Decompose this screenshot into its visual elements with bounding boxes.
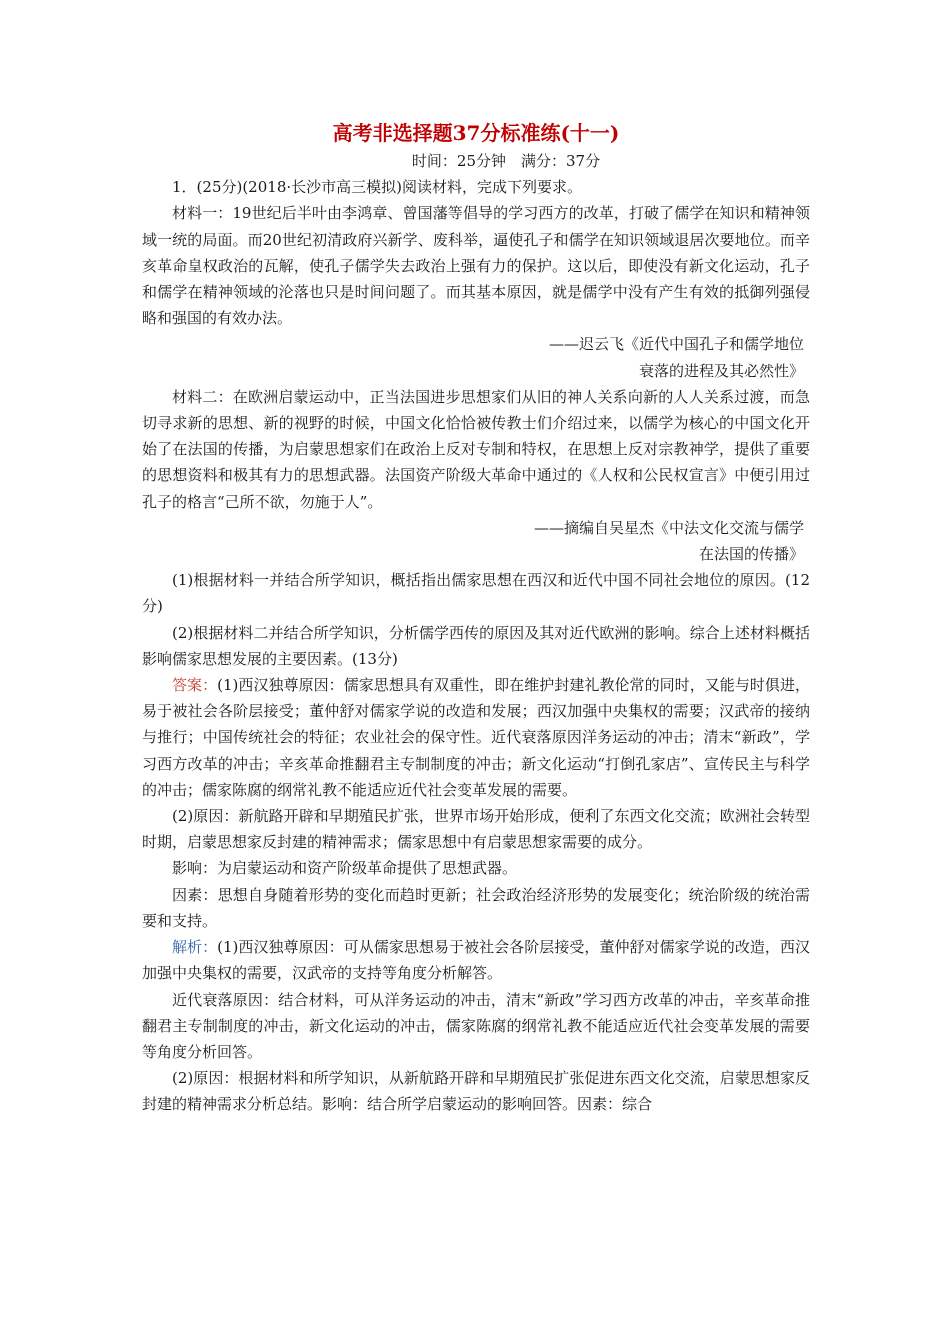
answer-2: (2)原因：新航路开辟和早期殖民扩张，世界市场开始形成，便利了东西文化交流；欧洲社会转型时期，启蒙思想家反封建的精神需求；儒家思想中有启蒙思想家需要的成分。 xyxy=(142,807,810,852)
analysis-label: 解析： xyxy=(172,938,218,957)
analysis-text: (1)西汉独尊原因：可从儒家思想易于被社会各阶层接受，董仲舒对儒家学说的改造，西汉加强中央集权的需要，汉武帝的支持等角度分析解答。 xyxy=(142,938,810,983)
source-line: ——摘编自吴星杰《中法文化交流与儒学 xyxy=(533,518,804,537)
sub-question-1: (1)根据材料一并结合所学知识，概括指出儒家思想在西汉和近代中国不同社会地位的原因。(12分) xyxy=(142,571,810,616)
document-page xyxy=(142,118,810,1118)
answer-4: 因素：思想自身随着形势的变化而趋时更新；社会政治经济形势的发展变化；统治阶级的统治需要和支持。 xyxy=(142,885,810,930)
answer-label: 答案： xyxy=(172,676,218,695)
material-1-source xyxy=(142,331,810,383)
answer-3: 影响：为启蒙运动和资产阶级革命提供了思想武器。 xyxy=(172,859,518,878)
answer-1 xyxy=(142,672,810,803)
time-score-line: 时间：25分钟 满分：37分 xyxy=(411,152,601,170)
material-2: 材料二：在欧洲启蒙运动中，正当法国进步思想家们从旧的神人关系向新的人人关系过渡，而急切寻求新的思想、新的视野的时候，中国文化恰恰被传教士们介绍过来，以儒学为核心的中国文化开始了在法国的传播，为启蒙思想家们在政治上反对专制和特权，在思想上反对宗教神学，提供了重要的思想资料和极其有力的思想武器。法国资产阶级大革命中通过的《人权和公民权宣言》中便引用过孔子的格言“己所不欲，勿施于人”。 xyxy=(142,387,810,511)
material-1: 材料一：19世纪后半叶由李鸿章、曾国藩等倡导的学习西方的改革，打破了儒学在知识和精神领域一统的局面。而20世纪初清政府兴新学、废科举，逼使孔子和儒学在知识领域退居次要地位。而辛亥革命皇权政治的瓦解，使孔子儒学失去政治上强有力的保护。这以后，即使没有新文化运动，孔子和儒学在精神领域的沦落也只是时间问题了。而其基本原因，就是儒学中没有产生有效的抵御列强侵略和强国的有效办法。 xyxy=(142,204,810,328)
material-2-source xyxy=(142,515,810,567)
analysis-2: 近代衰落原因：结合材料，可从洋务运动的冲击，清末“新政”学习西方改革的冲击，辛亥革命推翻君主专制制度的冲击，新文化运动的冲击，儒家陈腐的纲常礼教不能适应近代社会变革发展的需要等角度分析回答。 xyxy=(142,990,810,1061)
analysis-1 xyxy=(142,934,810,986)
sub-question-2: (2)根据材料二并结合所学知识，分析儒学西传的原因及其对近代欧洲的影响。综合上述材料概括影响儒家思想发展的主要因素。(13分) xyxy=(142,623,810,668)
source-line: ——迟云飞《近代中国孔子和儒学地位 xyxy=(548,335,804,354)
answer-text: (1)西汉独尊原因：儒家思想具有双重性，即在维护封建礼教伦常的同时，又能与时俱进，易于被社会各阶层接受；董仲舒对儒家学说的改造和发展；西汉加强中央集权的需要；汉武帝的接纳与推行；中国传统社会的特征；农业社会的保守性。近代衰落原因洋务运动的冲击；清末“新政”，学习西方改革的冲击；辛亥革命推翻君主专制制度的冲击；新文化运动“打倒孔家店”、宣传民主与科学的冲击；儒家陈腐的纲常礼教不能适应近代社会变革发展的需要。 xyxy=(142,676,810,799)
question-1-stem: 1．(25分)(2018·长沙市高三模拟)阅读材料，完成下列要求。 xyxy=(172,178,582,197)
analysis-3: (2)原因：根据材料和所学知识，从新航路开辟和早期殖民扩张促进东西文化交流，启蒙思想家反封建的精神需求分析总结。影响：结合所学启蒙运动的影响回答。因素：综合 xyxy=(142,1069,810,1114)
source-line: 衰落的进程及其必然性》 xyxy=(638,361,804,380)
doc-title: 高考非选择题37分标准练(十一) xyxy=(332,121,620,145)
source-line: 在法国的传播》 xyxy=(698,545,804,564)
